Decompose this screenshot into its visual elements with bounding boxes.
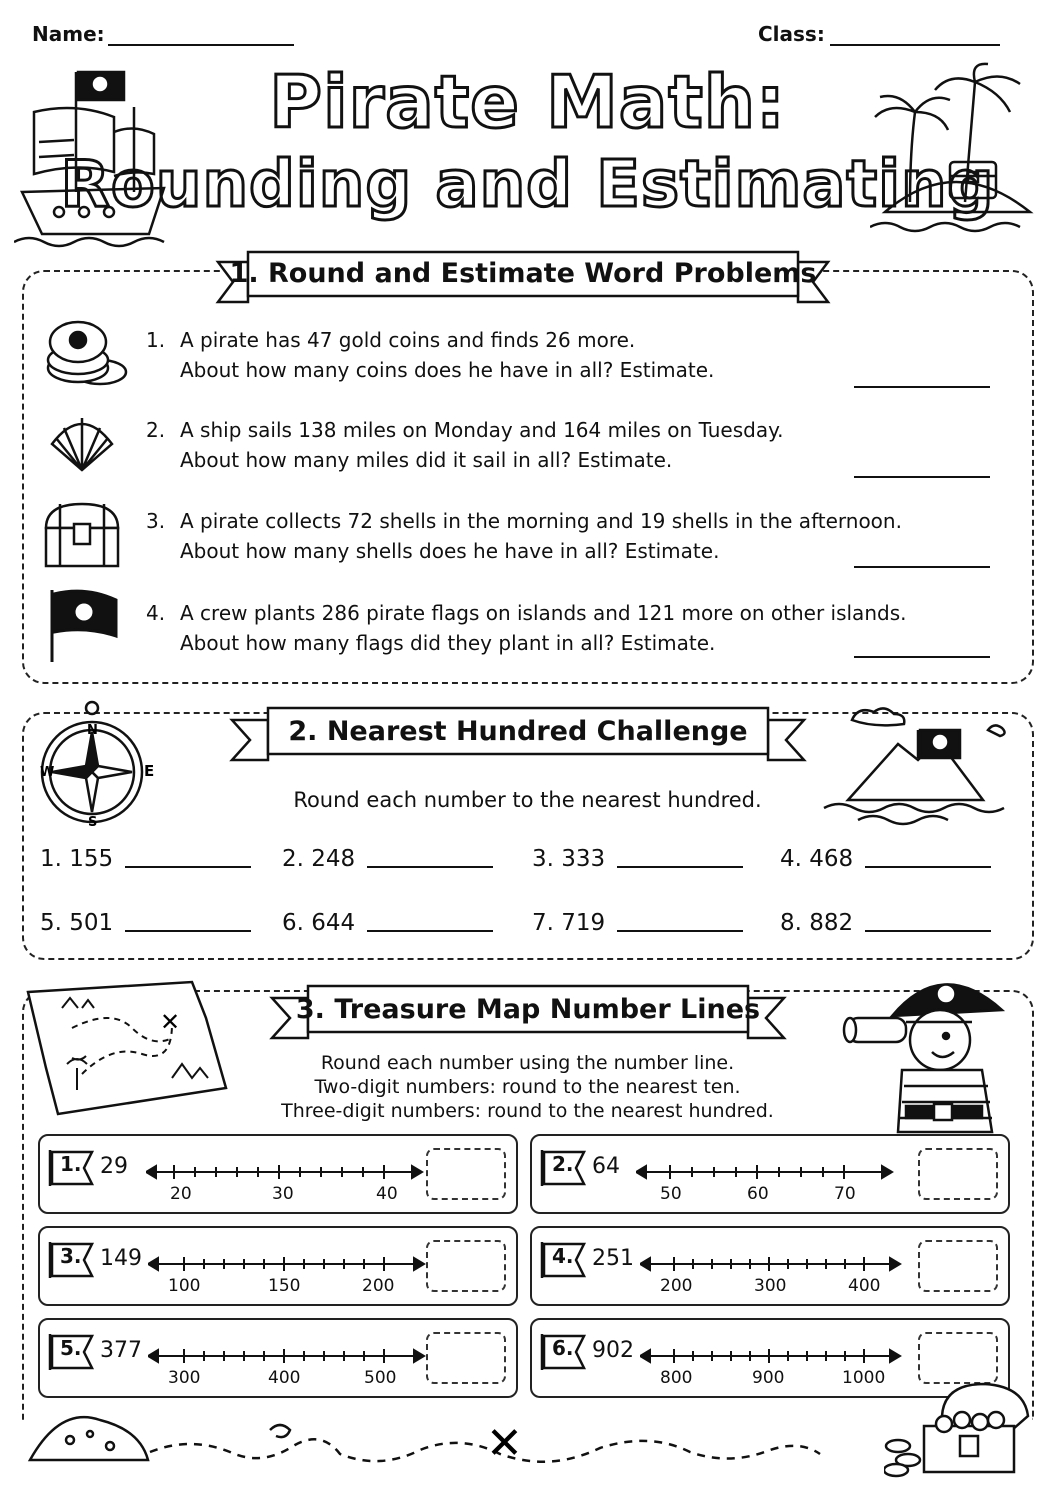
answer-box[interactable] bbox=[918, 1332, 998, 1384]
question-text: About how many flags did they plant in all? Estimate. bbox=[180, 631, 716, 655]
question-text: A crew plants 286 pirate flags on islands and 121 more on other islands. bbox=[180, 601, 907, 625]
question-text: About how many shells does he have in all? Estimate. bbox=[180, 539, 720, 563]
round-answer-line[interactable] bbox=[865, 866, 991, 868]
tick-label: 200 bbox=[660, 1276, 693, 1296]
problem-number: 3. bbox=[60, 1244, 82, 1268]
problem-number: 1. bbox=[60, 1152, 82, 1176]
question-text: A ship sails 138 miles on Monday and 164 miles on Tuesday. bbox=[180, 418, 784, 442]
answer-line-2[interactable] bbox=[854, 476, 990, 478]
number-line bbox=[148, 1346, 428, 1366]
number-value: 64 bbox=[592, 1154, 620, 1179]
round-item-label: 1. 155 bbox=[40, 846, 114, 872]
tick-label: 300 bbox=[168, 1368, 201, 1388]
number-line-box-5 bbox=[38, 1318, 518, 1398]
tick-label: 150 bbox=[268, 1276, 301, 1296]
question-number: 4. bbox=[146, 601, 166, 625]
nearest-hundred-banner bbox=[228, 704, 808, 766]
round-item-label: 6. 644 bbox=[282, 910, 356, 936]
number-line bbox=[640, 1346, 904, 1366]
name-field[interactable] bbox=[108, 44, 294, 46]
number-line-instruction-1: Round each number using the number line. bbox=[320, 1052, 735, 1074]
pirate-flag-icon bbox=[46, 588, 122, 664]
problem-number: 2. bbox=[552, 1152, 574, 1176]
number-line bbox=[640, 1254, 904, 1274]
tick-label: 200 bbox=[362, 1276, 395, 1296]
round-item-label: 2. 248 bbox=[282, 846, 356, 872]
number-line bbox=[146, 1162, 426, 1182]
round-answer-line[interactable] bbox=[617, 930, 743, 932]
number-line-instruction-3: Three-digit numbers: round to the nearest hundred. bbox=[281, 1100, 774, 1122]
nearest-hundred-instruction: Round each number to the nearest hundred. bbox=[293, 788, 762, 812]
page-title-line2: Rounding and Estimating bbox=[60, 148, 995, 222]
tick-label: 900 bbox=[752, 1368, 785, 1388]
question-text: A pirate collects 72 shells in the morning and 19 shells in the afternoon. bbox=[180, 509, 902, 533]
compass-w: W bbox=[40, 765, 55, 780]
round-item-label: 4. 468 bbox=[780, 846, 854, 872]
svg-text:✕: ✕ bbox=[160, 1008, 181, 1036]
tick-label: 20 bbox=[170, 1184, 192, 1204]
number-line-instruction-2: Two-digit numbers: round to the nearest ten. bbox=[314, 1076, 741, 1098]
treasure-chest-icon bbox=[42, 500, 124, 570]
answer-box[interactable] bbox=[918, 1240, 998, 1292]
answer-line-3[interactable] bbox=[854, 566, 990, 568]
number-line-box-2 bbox=[530, 1134, 1010, 1214]
round-answer-line[interactable] bbox=[367, 866, 493, 868]
problem-number: 4. bbox=[552, 1244, 574, 1268]
question-number: 2. bbox=[146, 418, 166, 442]
gold-coins-icon bbox=[44, 316, 130, 388]
round-item-1 bbox=[40, 846, 251, 872]
word-problems-banner bbox=[208, 248, 838, 308]
compass-s: S bbox=[88, 815, 98, 830]
flag-badge bbox=[540, 1240, 590, 1276]
number-value: 902 bbox=[592, 1338, 634, 1363]
class-field[interactable] bbox=[830, 44, 1000, 46]
tick-label: 500 bbox=[364, 1368, 397, 1388]
treasure-x-icon: ✕ bbox=[486, 1418, 523, 1469]
tick-label: 40 bbox=[376, 1184, 398, 1204]
answer-box[interactable] bbox=[918, 1148, 998, 1200]
round-item-4 bbox=[780, 846, 991, 872]
tick-label: 400 bbox=[268, 1368, 301, 1388]
problem-number: 6. bbox=[552, 1336, 574, 1360]
answer-box[interactable] bbox=[426, 1148, 506, 1200]
number-line-box-4 bbox=[530, 1226, 1010, 1306]
round-item-label: 8. 882 bbox=[780, 910, 854, 936]
nearest-hundred-title: 2. Nearest Hundred Challenge bbox=[288, 716, 748, 747]
number-value: 377 bbox=[100, 1338, 142, 1363]
problem-number: 5. bbox=[60, 1336, 82, 1360]
tick-label: 60 bbox=[747, 1184, 769, 1204]
tick-label: 50 bbox=[660, 1184, 682, 1204]
tick-label: 30 bbox=[272, 1184, 294, 1204]
number-lines-title: 3. Treasure Map Number Lines bbox=[295, 994, 761, 1025]
round-item-5 bbox=[40, 910, 251, 936]
tick-label: 100 bbox=[168, 1276, 201, 1296]
tick-label: 70 bbox=[834, 1184, 856, 1204]
question-text: About how many coins does he have in all? Estimate. bbox=[180, 358, 715, 382]
word-problems-title: 1. Round and Estimate Word Problems bbox=[229, 258, 817, 289]
round-item-label: 5. 501 bbox=[40, 910, 114, 936]
number-lines-banner bbox=[268, 982, 788, 1044]
pirate-ship-icon bbox=[14, 62, 174, 252]
round-answer-line[interactable] bbox=[125, 866, 251, 868]
round-item-7 bbox=[532, 910, 743, 936]
round-item-6 bbox=[282, 910, 493, 936]
round-item-2 bbox=[282, 846, 493, 872]
class-label: Class: bbox=[758, 22, 825, 46]
round-answer-line[interactable] bbox=[367, 930, 493, 932]
open-treasure-chest-icon bbox=[884, 1380, 1034, 1480]
flag-badge bbox=[48, 1148, 98, 1184]
tick-label: 800 bbox=[660, 1368, 693, 1388]
flag-badge bbox=[48, 1332, 98, 1368]
answer-line-1[interactable] bbox=[854, 386, 990, 388]
round-item-8 bbox=[780, 910, 991, 936]
number-line bbox=[148, 1254, 428, 1274]
round-item-label: 3. 333 bbox=[532, 846, 606, 872]
tick-label: 1000 bbox=[842, 1368, 886, 1388]
flag-badge bbox=[540, 1332, 590, 1368]
round-answer-line[interactable] bbox=[125, 930, 251, 932]
tick-label: 400 bbox=[848, 1276, 881, 1296]
seashell-icon bbox=[44, 410, 120, 476]
compass-n: N bbox=[87, 723, 98, 738]
tick-label: 300 bbox=[754, 1276, 787, 1296]
answer-box[interactable] bbox=[426, 1332, 506, 1384]
flag-badge bbox=[540, 1148, 590, 1184]
question-text: About how many miles did it sail in all? Estimate. bbox=[180, 448, 673, 472]
question-number: 3. bbox=[146, 509, 166, 533]
question-text: A pirate has 47 gold coins and finds 26 more. bbox=[180, 328, 636, 352]
answer-line-4[interactable] bbox=[854, 656, 990, 658]
round-answer-line[interactable] bbox=[617, 866, 743, 868]
question-number: 1. bbox=[146, 328, 166, 352]
compass-e: E bbox=[144, 762, 155, 780]
number-line bbox=[636, 1162, 896, 1182]
number-value: 29 bbox=[100, 1154, 128, 1179]
answer-box[interactable] bbox=[426, 1240, 506, 1292]
name-label: Name: bbox=[32, 22, 105, 46]
flag-badge bbox=[48, 1240, 98, 1276]
island-palm-icon bbox=[870, 62, 1040, 242]
number-line-box-1 bbox=[38, 1134, 518, 1214]
round-item-label: 7. 719 bbox=[532, 910, 606, 936]
number-line-box-3 bbox=[38, 1226, 518, 1306]
round-answer-line[interactable] bbox=[865, 930, 991, 932]
round-item-3 bbox=[532, 846, 743, 872]
page-title-line1: Pirate Math: bbox=[269, 60, 786, 144]
number-value: 149 bbox=[100, 1246, 142, 1271]
number-value: 251 bbox=[592, 1246, 634, 1271]
